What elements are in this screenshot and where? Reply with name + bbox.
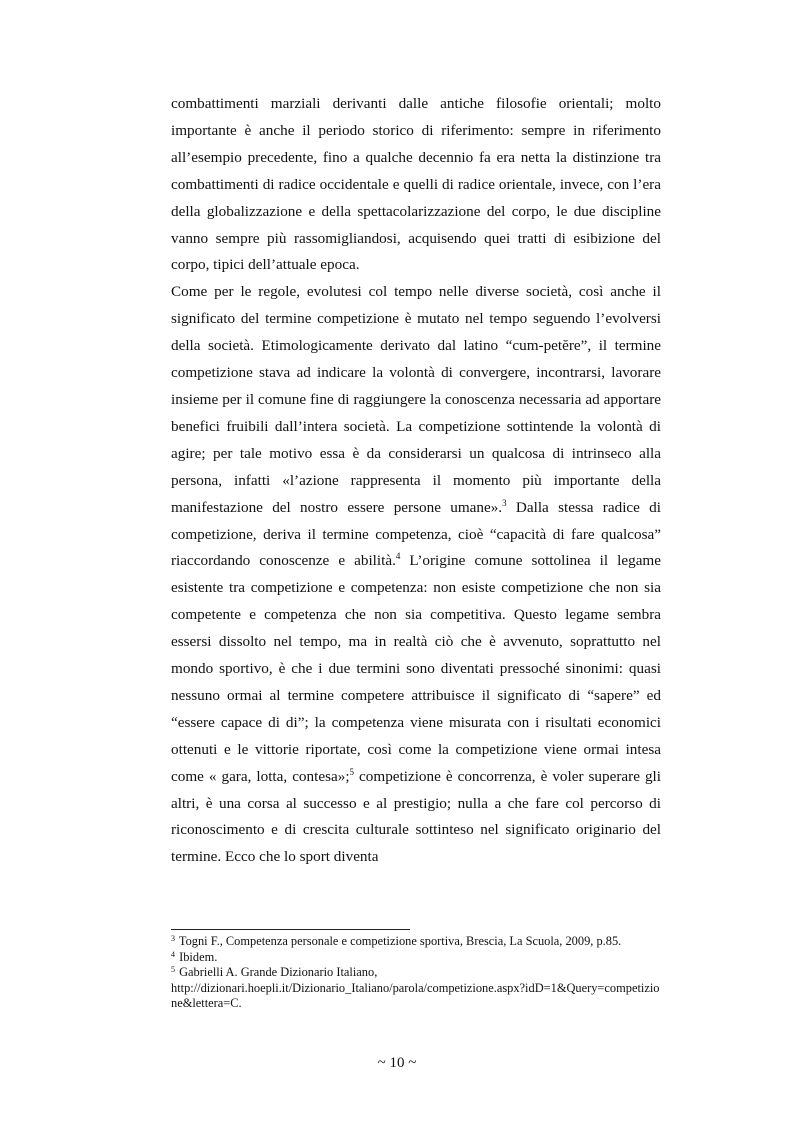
- footnote-text: Gabrielli A. Grande Dizionario Italiano,: [179, 965, 378, 980]
- paragraph-2-part-b: Dalla stessa radice di competizione, deriva il termine competenza, cioè “capacità di fare qualcosa” riaccordando conoscenze e abilità.: [171, 498, 661, 570]
- footnote-5: [171, 965, 665, 1012]
- paragraph-2-part-d: competizione è concorrenza, è voler superare gli altri, è una corsa al successo e al prestigio; nulla a che fare col percorso di riconoscimento e di crescita culturale sottinteso nel significato originario del termine. Ecco che lo sport diventa: [171, 767, 661, 866]
- paragraph-2-part-a: Come per le regole, evolutesi col tempo nelle diverse società, così anche il significato del termine competizione è mutato nel tempo seguendo l’evolversi della società. Etimologicamente derivato dal latino “cum-petĕre”, il termine competizione stava ad indicare la volontà di convergere, incontrarsi, lavorare insieme per il comune fine di raggiungere la conoscenza necessaria ad apportare benefici fruibili dall’intera società. La competizione sottintende la volontà di agire; per tale motivo essa è da considerarsi un qualcosa di intrinseco alla persona, infatti «l’azione rappresenta il momento più importante della manifestazione del nostro essere persone umane».: [171, 283, 661, 516]
- footnote-text: Togni F., Competenza personale e competizione sportiva, Brescia, La Scuola, 2009, p.85.: [178, 934, 622, 948]
- footnote-ref-3[interactable]: 3: [502, 497, 507, 508]
- paragraph-2-part-c: L’origine comune sottolinea il legame esistente tra competizione e competenza: non esiste competizione che non sia competente e competenza che non sia competitiva. Questo legame sembra essersi dissolto nel tempo, ma in realtà ciò che è avvenuto, soprattutto nel mondo sportivo, è che i due termini sono diventati pressoché sinonimi: quasi nessuno ormai al termine competere attribuisce il significato di “sapere” ed “essere capace di di”; la competenza viene misurata con i risultati economici ottenuti e le vittorie riportate, così come la competizione viene ormai intesa come « gara, lotta, contesa»;: [171, 552, 661, 785]
- footnote-number: 3: [171, 934, 175, 943]
- page-number: ~ 10 ~: [377, 1055, 417, 1071]
- footnote-3: [171, 934, 665, 950]
- footnote-url-link[interactable]: http://dizionari.hoepli.it/Dizionario_Italiano/parola/competizione.aspx?idD=1&Query=competizione&lettera=C.: [171, 980, 660, 1011]
- footnote-number: 4: [171, 949, 175, 959]
- footnotes: [171, 934, 665, 1012]
- footnote-ref-5[interactable]: 5: [349, 766, 355, 777]
- footnote-separator: [171, 929, 410, 930]
- paragraph-1: combattimenti marziali derivanti dalle antiche filosofie orientali; molto importante è anche il periodo storico di riferimento: sempre in riferimento all’esempio precedente, fino a qualche decennio fa era netta la distinzione tra combattimenti di radice occidentale e quelli di radice orientale, invece, con l’era della globalizzazione e della spettacolarizzazione del corpo, le due discipline vanno sempre più rassomigliandosi, acquisendo quei tratti di esibizione del corpo, tipici dell’attuale epoca.: [171, 95, 661, 274]
- footnote-text: Ibidem.: [179, 949, 218, 964]
- footnote-number: 5: [171, 965, 175, 975]
- paragraph-2: [171, 279, 661, 871]
- body-text: [171, 91, 661, 871]
- footnote-4: [171, 950, 665, 966]
- footnote-ref-4[interactable]: 4: [395, 551, 401, 562]
